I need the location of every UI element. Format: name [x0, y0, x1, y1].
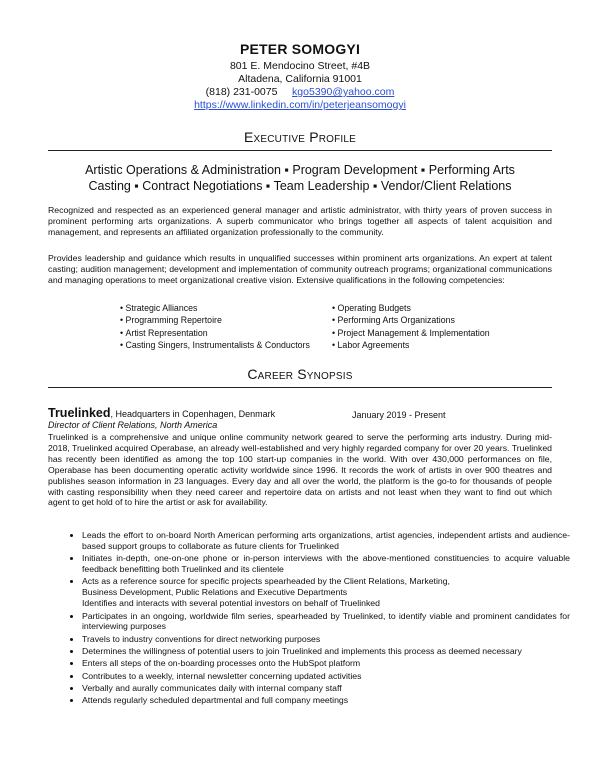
duty-item: • Leads the effort to on-board North American performing arts organizations, artist agencies, independent artists and audience-based support groups to collaborate as future clients for Truelinked [82, 530, 570, 552]
career-synopsis-heading: Career Synopsis [247, 366, 353, 382]
company-name: Truelinked [48, 406, 111, 420]
duty-item: • Enters all steps of the on-boarding processes onto the HubSpot platform [82, 658, 570, 669]
competency-item: • Performing Arts Organizations [332, 314, 490, 326]
duty-item: • Attends regularly scheduled departmental and full company meetings [82, 695, 570, 706]
duty-item: • Determines the willingness of potential users to join Truelinked and implements this process as deemed necessary [82, 646, 570, 657]
duty-item: • Participates in an ongoing, worldwide film series, spearheaded by Truelinked, to identify viable and prominent candidates for interviewing purposes [82, 611, 570, 633]
duty-item: • Verbally and aurally communicates daily with internal company staff [82, 683, 570, 694]
street-address: 801 E. Mendocino Street, #4B [229, 60, 371, 72]
duty-item: • Acts as a reference source for specific projects spearheaded by the Client Relations, Marketing, Business Development, Public Relations and Executive Departments Identifies and interacts with several potential investors on behalf of Truelinked [82, 576, 570, 609]
duty-item: • Travels to industry conventions for direct networking purposes [82, 634, 570, 645]
competency-item: • Labor Agreements [332, 339, 490, 351]
contact-line [0, 86, 600, 99]
job-header [48, 407, 552, 420]
career-divider [48, 387, 552, 388]
skills-summary-line-1: Artistic Operations & Administration ▪ Program Development ▪ Performing Arts [85, 163, 515, 177]
duty-item: • Contributes to a weekly, internal newsletter concerning updated activities [82, 671, 570, 682]
city-address: Altadena, California 91001 [238, 73, 362, 85]
candidate-name: PETER SOMOGYI [239, 41, 361, 57]
duty-item: • Initiates in-depth, one-on-one phone or in-person interviews with the above-mentioned constituencies to acquire valuable feedback benefitting both Truelinked and its clientele [82, 553, 570, 575]
competencies-right-column [332, 302, 490, 352]
competency-item: • Project Management & Implementation [332, 327, 490, 339]
company-description: Truelinked is a comprehensive and unique online community network geared to serve the performing arts industry. During mid-2018, Truelinked acquired Operabase, an already well-established and very highly regarded company for over 20 years. Truelinked has recently been identified as among the top 100 start-up companies in the world. With over 430,000 performances on file, Operabase has been documenting operatic activity worldwide since 1996. It records the work of artists in over 900 theatres and publishes season information in 23 languages. Every day and all over the world, the platform is the go-to for thousands of people with casting responsibility when they need career and repertoire data on artists and not least when they want to find out which agent to get hold of to hire the artist or ask for availability. [48, 432, 552, 508]
competency-item: • Artist Representation [120, 327, 310, 339]
profile-divider [48, 150, 552, 151]
job-dates: January 2019 - Present [352, 410, 446, 420]
competency-item: • Programming Repertoire [120, 314, 310, 326]
competency-item: • Operating Budgets [332, 302, 490, 314]
phone-number: (818) 231-0075 [205, 86, 278, 98]
competencies-left-column [120, 302, 310, 352]
email-link[interactable]: kgo5390@yahoo.com [292, 86, 395, 98]
job-title: Director of Client Relations, North America [48, 420, 218, 430]
profile-summary-paragraph: Recognized and respected as an experienced general manager and artistic administrator, with thirty years of proven success in prominent performing arts organizations. A superb communicator who brings together all aspects of talent acquisition and management, and represents an affiliated organization professionally to the community. [48, 205, 552, 237]
profile-leadership-paragraph: Provides leadership and guidance which results in unqualified successes within prominent arts organizations. An expert at talent casting; audition management; development and implementation of community outreach programs; organizational communications and managing operations to meet organizational creative vision. Extensive qualifications in the following competencies: [48, 253, 552, 285]
competency-item: • Strategic Alliances [120, 302, 310, 314]
company-location: , Headquarters in Copenhagen, Denmark [110, 409, 276, 419]
executive-profile-heading: Executive Profile [243, 129, 357, 145]
skills-summary-line-2: Casting ▪ Contract Negotiations ▪ Team Leadership ▪ Vendor/Client Relations [88, 179, 512, 193]
linkedin-line [0, 99, 600, 112]
competency-item: • Casting Singers, Instrumentalists & Conductors [120, 339, 310, 351]
linkedin-link[interactable]: https://www.linkedin.com/in/peterjeansomogyi [194, 99, 406, 111]
job-duties-list [64, 530, 570, 708]
